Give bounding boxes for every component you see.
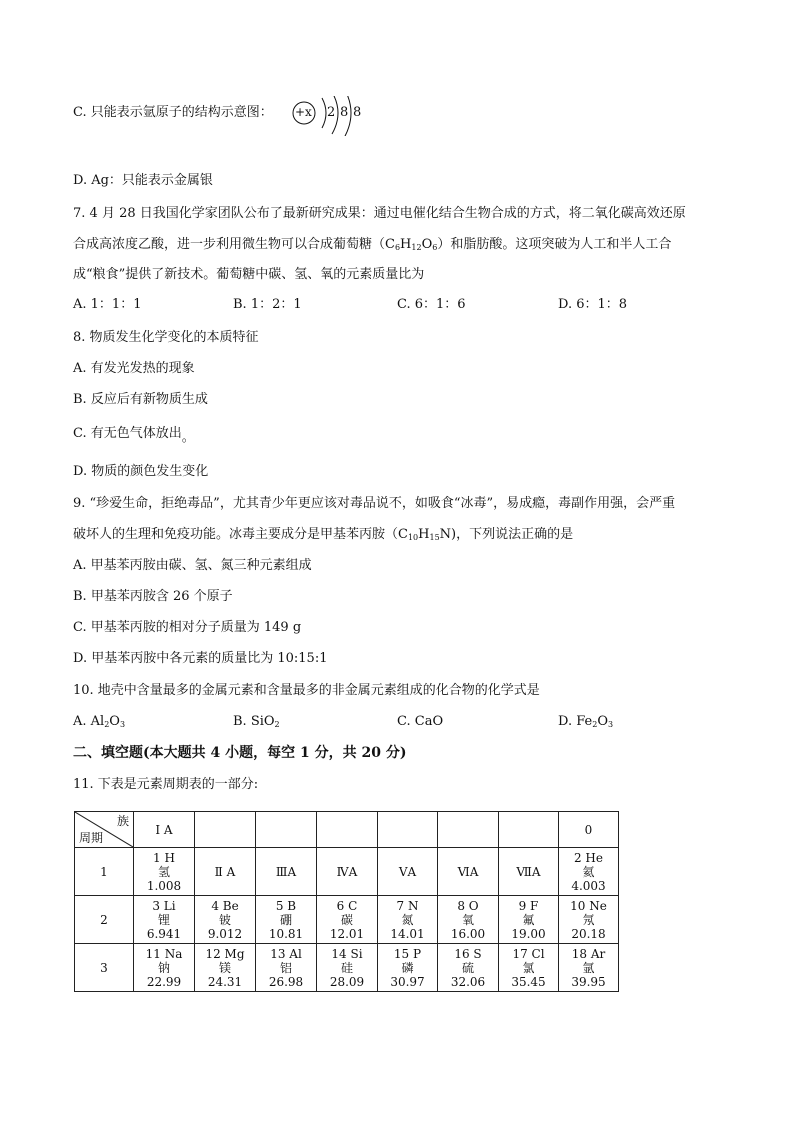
element-mass: 9.012 [207,926,243,941]
element-mass: 4.003 [571,878,606,893]
element-mass: 39.95 [571,974,606,989]
table-row [75,944,619,992]
q9-stem-line1: 9. “珍爱生命，拒绝毒品”，尤其青少年更应该对毒品说不，如吸食“冰毒”，易成瘾，毒副作用强，会严重 [73,496,676,511]
element-mass: 30.97 [390,974,425,989]
table-row [75,848,619,896]
element-mass: 20.18 [571,926,606,941]
q6-option-c [73,104,273,122]
group-label: ⅢA [256,848,317,896]
q9-l2a: 破坏人的生理和免疫功能。冰毒主要成分是甲基苯丙胺（C [73,527,408,542]
element-number: 14 Si [331,946,363,961]
element-cell [134,896,195,944]
element-name: 氦 [582,864,595,879]
element-name: 硅 [340,960,353,975]
period-label: 3 [75,944,134,992]
q7-option-d[interactable]: D. 6：1：8 [558,297,628,312]
element-number: 11 Na [145,946,183,961]
element-cell [317,944,378,992]
element-name: 氖 [582,912,595,927]
group-label: Ⅱ A [195,848,256,896]
shell-2: 8 [340,105,349,120]
q7-l2d: ）和脂肪酸。这项突破为人工和半人工合 [437,237,672,252]
element-number: 8 O [457,898,479,913]
element-cell [378,944,438,992]
q10d-3: O [597,714,608,729]
period-label: 2 [75,896,134,944]
element-number: 17 Cl [512,946,545,961]
element-cell-H [134,848,195,896]
group-header [256,812,317,848]
element-name: 氩 [582,960,595,975]
q8-option-b[interactable]: B. 反应后有新物质生成 [73,392,208,407]
element-cell [317,896,378,944]
q10b-1: B. SiO [233,714,275,729]
element-number: 4 Be [211,898,239,913]
element-mass: 19.00 [511,926,546,941]
element-name: 氯 [522,960,535,975]
element-cell [438,896,499,944]
q8-option-a[interactable]: A. 有发光发热的现象 [73,361,195,376]
q10-option-b[interactable] [233,713,280,734]
q7-sub3: 6 [432,243,438,252]
corner-bottom-label: 周期 [79,831,104,845]
element-mass: 14.01 [390,926,425,941]
q10d-1: D. Fe [558,714,593,729]
q7-l2a: 合成高浓度乙酸，进一步利用微生物可以合成葡萄糖（C [73,237,395,252]
q9-sub2: 15 [429,533,440,542]
q10-stem: 10. 地壳中含量最多的金属元素和含量最多的非金属元素组成的化合物的化学式是 [73,683,540,698]
element-cell [559,944,619,992]
section-heading: 二、填空题(本大题共 4 小题，每空 1 分，共 20 分) [73,745,407,761]
q10a-1: A. Al [73,714,105,729]
q8-option-c[interactable] [73,425,195,443]
group-label: ⅦA [499,848,559,896]
q10-option-d[interactable] [558,713,613,734]
q10d-4: 3 [608,720,614,729]
element-name: 硫 [461,960,474,975]
element-number: 5 B [275,898,297,913]
element-cell [499,944,559,992]
table-row [75,896,619,944]
group-header [438,812,499,848]
element-name: 碳 [340,912,353,927]
shell-1: 2 [327,105,336,120]
element-name: 铝 [279,960,292,975]
element-name: 镁 [218,960,231,975]
element-cell-He [559,848,619,896]
element-number: 15 P [393,946,422,961]
element-number: 12 Mg [205,946,245,961]
nucleus-charge: +x [295,105,312,119]
element-cell [256,944,317,992]
group-header [195,812,256,848]
q10-option-c[interactable]: C. CaO [397,714,444,729]
element-number: 18 Ar [571,946,606,961]
q10a-3: O [109,714,120,729]
element-mass: 24.31 [207,974,243,989]
q8-option-d[interactable]: D. 物质的颜色发生变化 [73,464,209,479]
element-mass: 10.81 [268,926,304,941]
group-label: ⅤA [378,848,438,896]
q10a-4: 3 [119,720,126,729]
element-mass: 28.09 [329,974,365,989]
corner-cell [75,812,134,848]
element-number: 1 H [153,850,175,865]
period-label: 1 [75,848,134,896]
element-name: 钠 [157,960,170,975]
q7-option-b[interactable]: B. 1：2：1 [233,297,302,312]
q7-l2c: O [421,237,433,252]
shell-3: 8 [353,105,362,120]
periodic-table [74,811,619,992]
element-number: 9 F [518,898,539,913]
element-name: 硼 [279,912,292,927]
table-row [75,812,619,848]
q7-sub1: 6 [394,243,401,252]
element-cell [134,944,195,992]
atom-structure-diagram [292,96,372,136]
q9-l2b: H [418,527,430,542]
q7-stem-line2 [73,236,671,257]
element-cell [499,896,559,944]
element-mass: 22.99 [146,974,182,989]
element-name: 氢 [157,864,170,879]
element-mass: 1.008 [146,878,182,893]
element-name: 氧 [461,912,474,927]
q7-stem-line1: 7. 4 月 28 日我国化学家团队公布了最新研究成果：通过电催化结合生物合成的方式，将二氧化碳高效还原 [73,206,686,221]
q9-option-d[interactable]: D. 甲基苯丙胺中各元素的质量比为 10:15:1 [73,651,328,666]
q6-option-d: D. Ag：只能表示金属银 [73,173,213,188]
element-name: 氟 [522,912,535,927]
q11-stem: 11. 下表是元素周期表的一部分: [73,777,259,792]
group-header [317,812,378,848]
q10-option-a[interactable] [73,713,125,734]
element-mass: 16.00 [450,926,486,941]
element-name: 锂 [157,912,170,927]
q9-option-a[interactable]: A. 甲基苯丙胺由碳、氢、氮三种元素组成 [73,558,312,573]
element-number: 16 S [454,946,482,961]
q9-l2c: N)，下列说法正确的是 [439,527,574,542]
element-number: 2 He [573,850,603,865]
q7-sub2: 12 [411,243,422,252]
group-label: ⅣA [317,848,378,896]
element-mass: 32.06 [450,974,486,989]
q7-option-c[interactable]: C. 6：1：6 [397,297,466,312]
element-cell [559,896,619,944]
corner-top-label: 族 [116,814,129,828]
q10d-2: 2 [592,720,598,729]
element-mass: 35.45 [511,974,546,989]
q8-option-c-mark: 。 [181,430,195,445]
group-header: Ⅰ A [134,812,195,848]
q7-l2b: H [400,237,412,252]
q9-option-b[interactable]: B. 甲基苯丙胺含 26 个原子 [73,589,233,604]
element-name: 氮 [401,912,414,927]
element-cell [378,896,438,944]
element-number: 6 C [336,898,358,913]
element-mass: 12.01 [329,926,365,941]
q9-stem-line2 [73,526,573,547]
element-cell [438,944,499,992]
group-header: 0 [559,812,619,848]
element-number: 13 Al [270,946,302,961]
q8-option-c-text: C. 有无色气体放出 [73,426,182,441]
element-name: 铍 [218,912,231,927]
element-mass: 26.98 [268,974,304,989]
q7-option-a[interactable]: A. 1：1：1 [73,297,142,312]
q8-stem: 8. 物质发生化学变化的本质特征 [73,330,259,345]
q7-stem-line3: 成“粮食”提供了新技术。葡萄糖中碳、氢、氧的元素质量比为 [73,267,425,282]
q9-option-c[interactable]: C. 甲基苯丙胺的相对分子质量为 149 g [73,620,302,635]
group-label: ⅥA [438,848,499,896]
element-cell [195,944,256,992]
element-number: 10 Ne [570,898,607,913]
element-name: 磷 [401,960,414,975]
element-cell [256,896,317,944]
element-cell [195,896,256,944]
element-mass: 6.941 [146,926,182,941]
q10a-2: 2 [104,720,110,729]
group-header [499,812,559,848]
element-number: 7 N [396,898,419,913]
group-header [378,812,438,848]
q9-sub1: 10 [407,533,419,542]
q10b-2: 2 [274,720,280,729]
element-number: 3 Li [152,898,176,913]
q6-option-c-text: C. 只能表示氩原子的结构示意图： [73,105,273,120]
